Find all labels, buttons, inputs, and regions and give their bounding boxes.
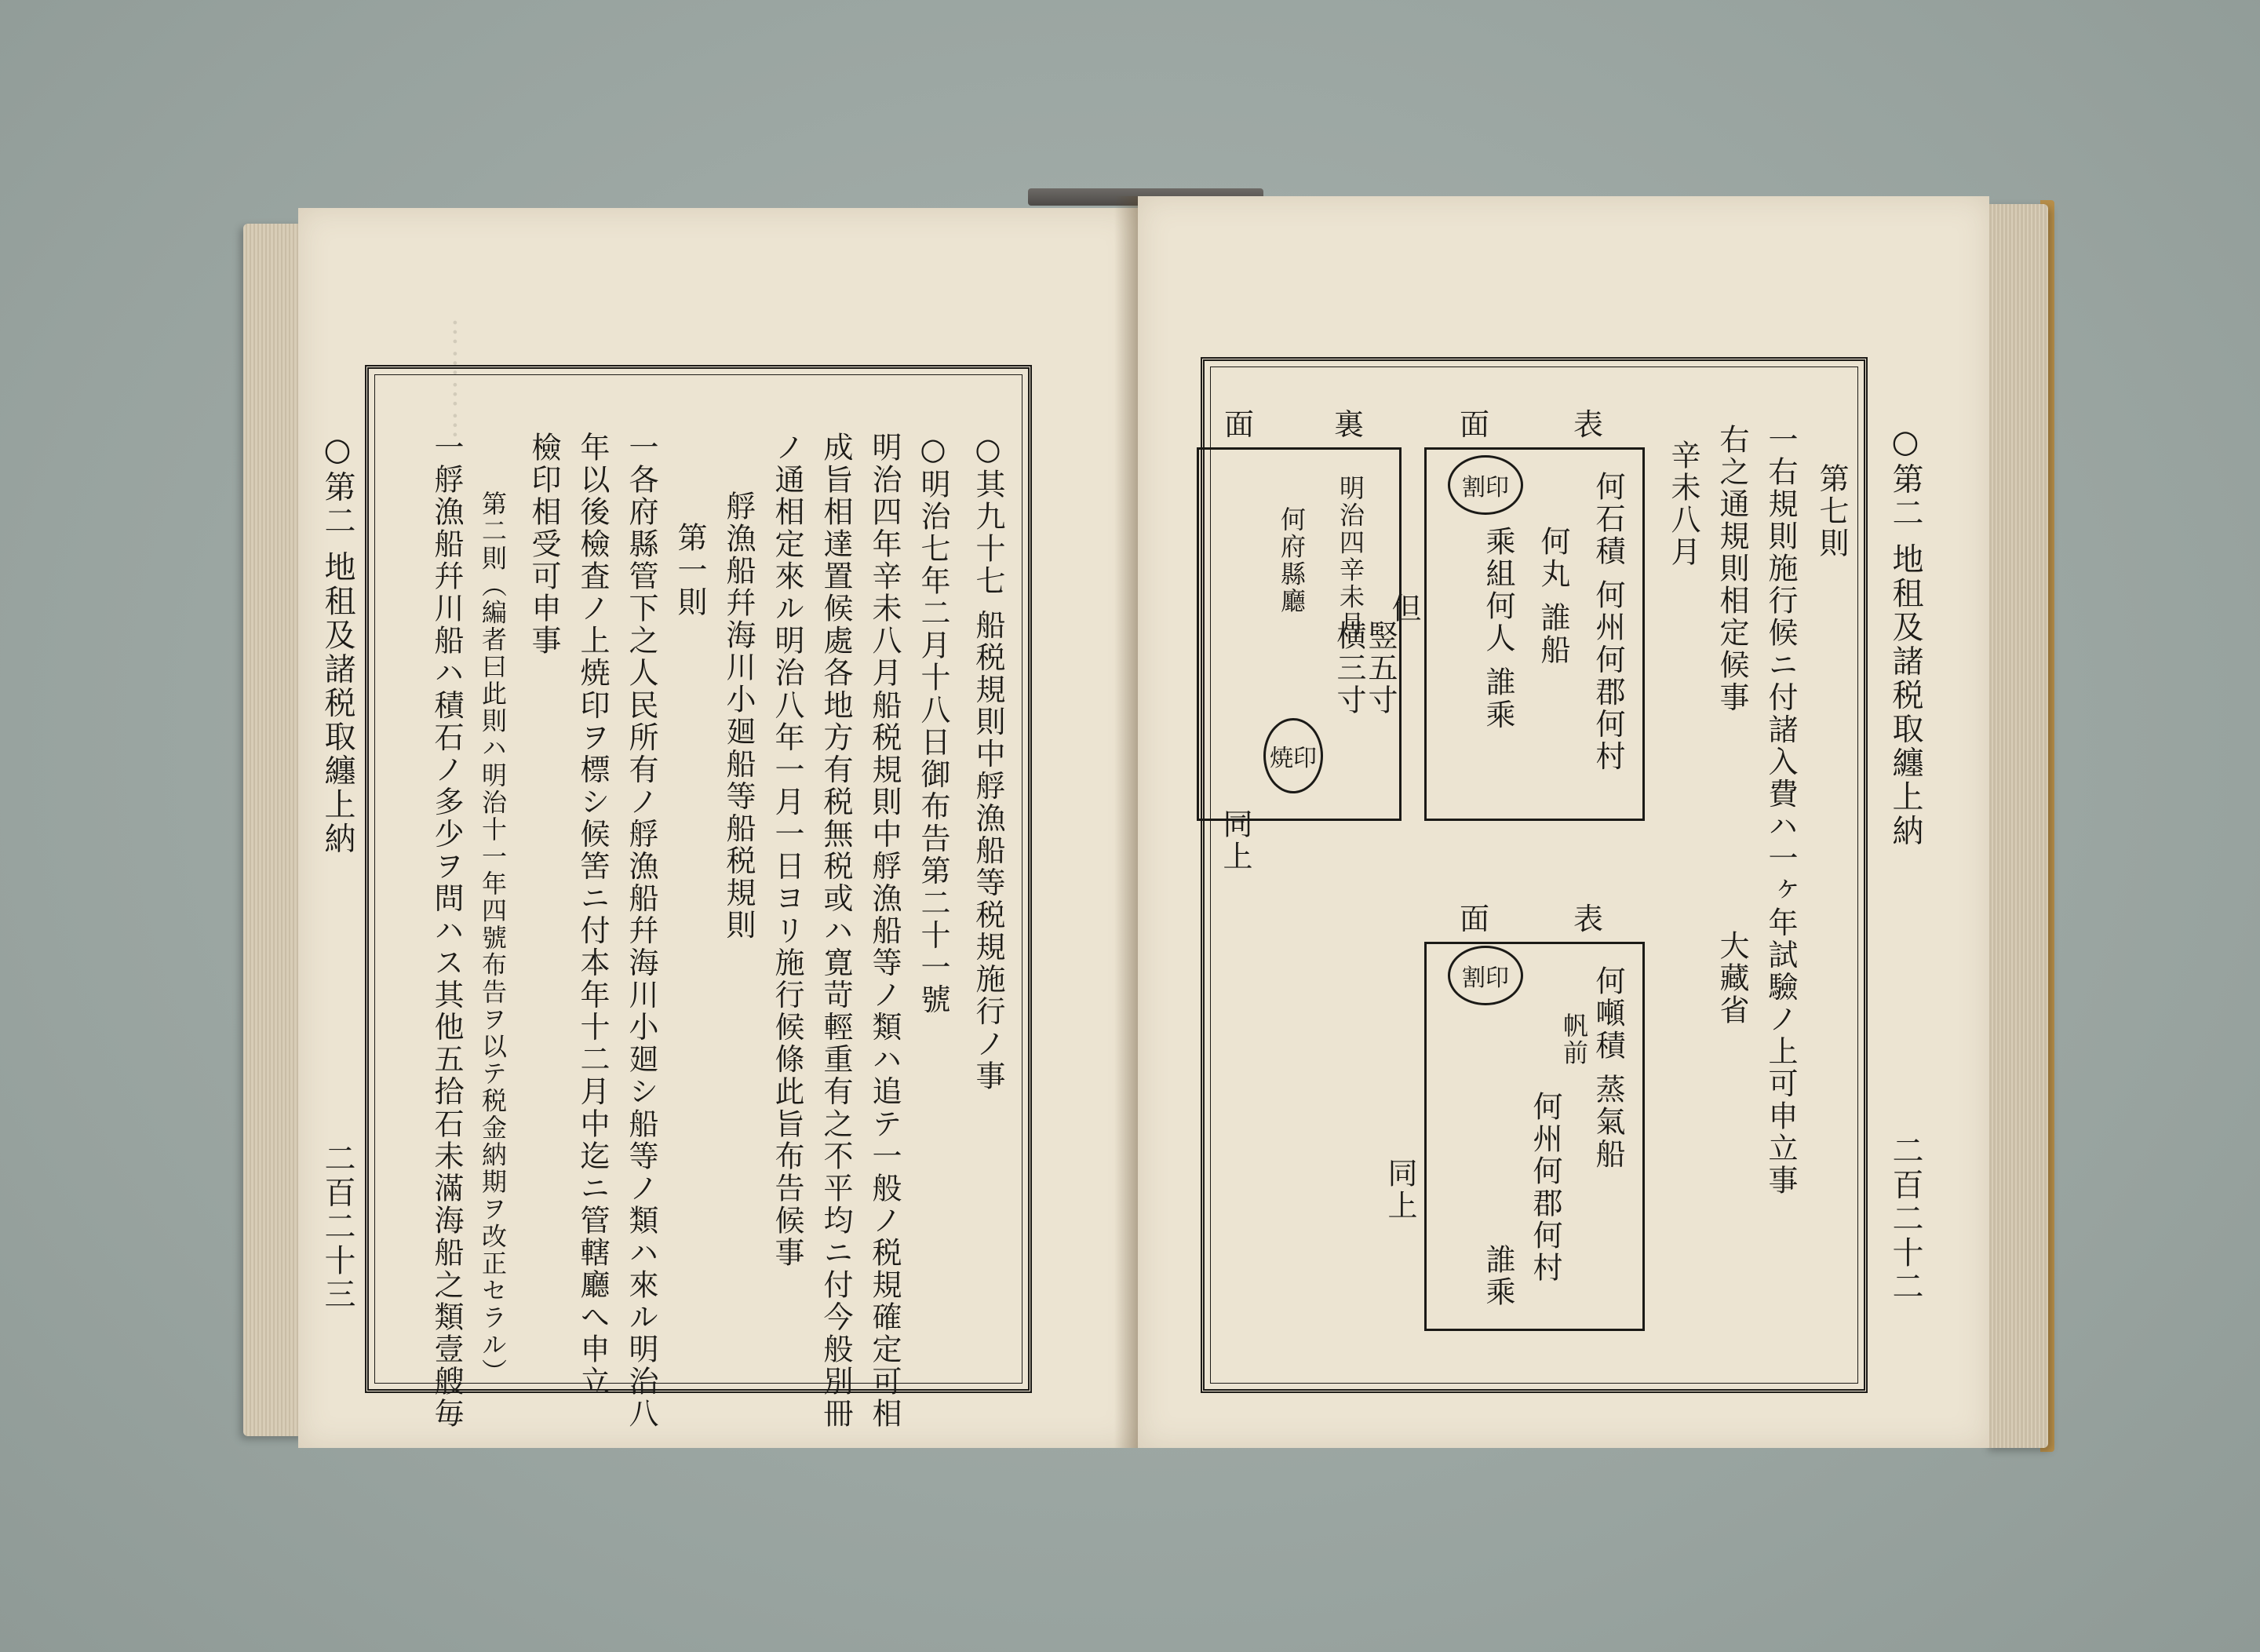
book (243, 188, 2048, 1475)
article-heading: 第七則 (1814, 463, 1849, 560)
left-col-6: 艀漁船幷海川小廻船等船税規則 (721, 490, 756, 942)
right-col-4: 大藏省 (1715, 930, 1749, 1027)
left-page: ………… ○第二 地租及諸税取纏上納 二百二十三 ○其九十七 船税規則中艀漁船等税規施行ノ事 ○明治七年二月十八日御布告第二十一號 明治四年辛未八月船税規則中艀漁船等ノ類ハ追テ一般ノ税規確定可相 成旨相達置候處各地方有税無税或ハ寛苛輕重有之不平均ニ付今般別冊 ノ通相定來ル明治八年一月一日ヨリ施行候條此旨布告候事 艀漁船幷海川小廻船等船税規則 第一則 一各府縣管下之人民所有ノ艀漁船幷海川小廻シ船等ノ類ハ來ル明治八 年以後檢査ノ上焼印ヲ標シ候筈ニ付本年十二月中迄ニ管轄廳へ申立 檢印相受可申事 第二則（編者曰此則ハ明治十一年四號布告ヲ以テ税金納期ヲ改正セラル） 一艀漁船幷川船ハ積石ノ多少ヲ問ハス其他五拾石未滿海船之類壹艘毎 (298, 208, 1138, 1448)
left-page-number: 二百二十三 (319, 1142, 355, 1311)
lower-form-loc: 何州何郡何村 (1528, 1091, 1562, 1285)
upper-form-size-2: 横三寸 (1332, 620, 1366, 717)
right-col-2: 右之通規則相定候事 (1715, 424, 1749, 714)
back-form-men-label: 面 (1224, 407, 1272, 442)
right-running-head: ○第二 地租及諸税取纏上納 (1887, 424, 1923, 848)
lower-form-main: 何噸積 蒸氣船 (1591, 965, 1625, 1171)
left-col-7: 第一則 (673, 522, 707, 619)
left-col-11: 第二則（編者曰此則ハ明治十一年四號布告ヲ以テ税金納期ヲ改正セラル） (478, 490, 508, 1386)
right-page-number: 二百二十二 (1887, 1134, 1923, 1304)
left-col-5: ノ通相定來ル明治八年一月一日ヨリ施行候條此旨布告候事 (770, 432, 804, 1270)
left-col-12: 一艀漁船幷川船ハ積石ノ多少ヲ問ハス其他五拾石未滿海船之類壹艘毎 (429, 432, 464, 1431)
upper-form-sub: 何丸 誰船 (1536, 526, 1570, 667)
left-running-head: ○第二 地租及諸税取纏上納 (319, 432, 355, 856)
right-page-edges (1985, 204, 2048, 1448)
upper-form-main: 何石積 何州何郡何村 (1591, 471, 1625, 773)
upper-form-crew: 乘組何人 誰乘 (1481, 526, 1515, 731)
left-col-8: 一各府縣管下之人民所有ノ艀漁船幷海川小廻シ船等ノ類ハ來ル明治八 (624, 432, 658, 1431)
lower-form-men-label: 面 (1460, 902, 1507, 936)
left-col-2: ○明治七年二月十八日御布告第二十一號 (916, 432, 950, 1016)
back-form-ura-label: 裏 (1334, 407, 1382, 442)
lower-form-seal: 割印 (1448, 946, 1523, 1005)
lower-form-sail: 帆前 (1559, 1012, 1589, 1067)
left-col-9: 年以後檢査ノ上焼印ヲ標シ候筈ニ付本年十二月中迄ニ管轄廳へ申立 (575, 432, 610, 1399)
left-col-10: 檢印相受可申事 (527, 432, 561, 658)
left-col-1: ○其九十七 船税規則中艀漁船等税規施行ノ事 (971, 432, 1005, 1092)
lower-form-crew: 誰乘 (1481, 1244, 1515, 1309)
back-form-office: 何府縣廳 (1277, 506, 1307, 615)
left-col-3: 明治四年辛未八月船税規則中艀漁船等ノ類ハ追テ一般ノ税規確定可相 (867, 432, 902, 1431)
right-col-3: 辛未八月 (1666, 439, 1700, 569)
back-form-date: 明治四辛未月 (1336, 475, 1365, 638)
right-col-1: 一右規則施行候ニ付諸入費ハ一ヶ年試驗ノ上可申立事 (1763, 424, 1798, 1197)
right-page (1138, 196, 1989, 1448)
back-form-seal: 焼印 (1263, 718, 1323, 793)
left-col-4: 成旨相達置候處各地方有税無税或ハ寛苛輕重有之不平均ニ付今般別冊 (818, 432, 853, 1431)
upper-form-seal: 割印 (1448, 455, 1523, 515)
upper-form-size-1: 竪五寸 (1363, 620, 1398, 717)
upper-form-tadashi: 但 (1387, 593, 1421, 625)
upper-form-men-label: 面 (1460, 407, 1507, 442)
left-page-edges (243, 224, 306, 1436)
lower-form-omote-label: 表 (1573, 902, 1621, 936)
lower-form-dojo: 同上 (1383, 1158, 1417, 1223)
back-form-dojo: 同上 (1218, 808, 1252, 873)
upper-form-omote-label: 表 (1573, 407, 1621, 442)
